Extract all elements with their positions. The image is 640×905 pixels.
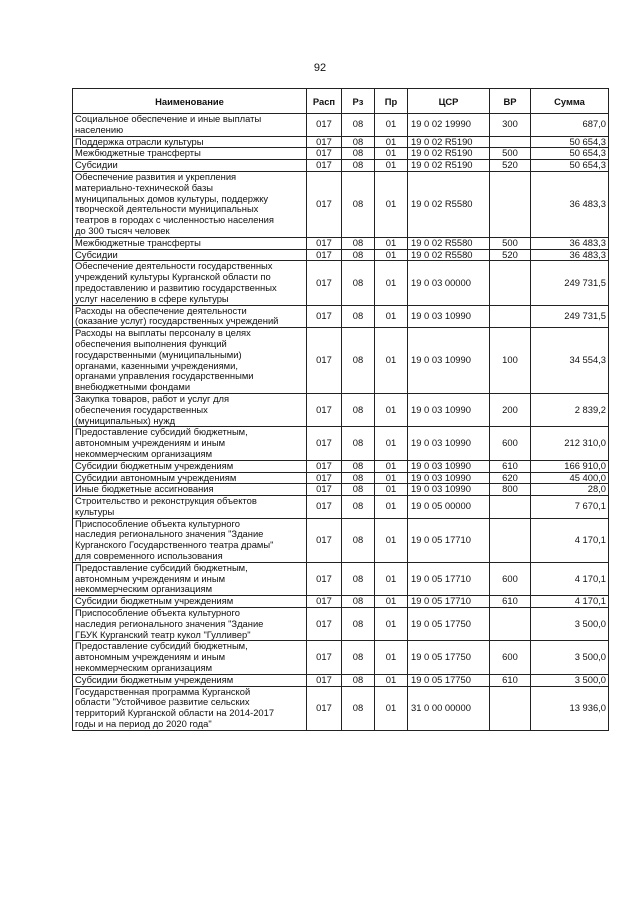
- cell-sum: 36 483,3: [531, 237, 609, 249]
- cell-rz: 08: [342, 261, 375, 305]
- cell-sum: 166 910,0: [531, 460, 609, 472]
- cell-sum: 249 731,5: [531, 261, 609, 305]
- cell-name: Субсидии бюджетным учреждениям: [73, 596, 307, 608]
- cell-rz: 08: [342, 472, 375, 484]
- cell-name: Предоставление субсидий бюджетным, автономным учреждениям и иным некоммерческим организациям: [73, 562, 307, 595]
- cell-rasp: 017: [307, 496, 342, 519]
- cell-rasp: 017: [307, 562, 342, 595]
- cell-pr: 01: [375, 686, 408, 730]
- cell-pr: 01: [375, 237, 408, 249]
- cell-pr: 01: [375, 114, 408, 137]
- cell-pr: 01: [375, 136, 408, 148]
- cell-pr: 01: [375, 249, 408, 261]
- cell-pr: 01: [375, 305, 408, 328]
- cell-rz: 08: [342, 496, 375, 519]
- cell-csr: 19 0 05 17710: [408, 596, 490, 608]
- page-number: 92: [313, 62, 327, 74]
- cell-csr: 19 0 03 10990: [408, 427, 490, 460]
- cell-rz: 08: [342, 484, 375, 496]
- cell-csr: 19 0 02 R5580: [408, 171, 490, 237]
- cell-vr: 600: [490, 427, 531, 460]
- cell-pr: 01: [375, 484, 408, 496]
- cell-rasp: 017: [307, 261, 342, 305]
- cell-rasp: 017: [307, 686, 342, 730]
- cell-name: Предоставление субсидий бюджетным, автономным учреждениям и иным некоммерческим организациям: [73, 427, 307, 460]
- cell-vr: [490, 608, 531, 641]
- cell-pr: 01: [375, 460, 408, 472]
- cell-name: Предоставление субсидий бюджетным, автономным учреждениям и иным некоммерческим организациям: [73, 641, 307, 674]
- header-name: Наименование: [73, 89, 307, 114]
- table-header-row: [73, 89, 609, 114]
- cell-vr: [490, 261, 531, 305]
- cell-sum: 45 400,0: [531, 472, 609, 484]
- table-row: [73, 136, 609, 148]
- cell-pr: 01: [375, 641, 408, 674]
- cell-name: Субсидии автономным учреждениям: [73, 472, 307, 484]
- cell-sum: 4 170,1: [531, 596, 609, 608]
- cell-rz: 08: [342, 596, 375, 608]
- cell-rasp: 017: [307, 136, 342, 148]
- cell-name: Государственная программа Курганской области "Устойчивое развитие сельских территорий Курганской области на 2014-2017 годы и на период до 2020 года": [73, 686, 307, 730]
- cell-vr: 800: [490, 484, 531, 496]
- table-row: [73, 393, 609, 426]
- cell-pr: 01: [375, 427, 408, 460]
- cell-name: Поддержка отрасли культуры: [73, 136, 307, 148]
- cell-name: Социальное обеспечение и иные выплаты населению: [73, 114, 307, 137]
- cell-vr: 500: [490, 237, 531, 249]
- cell-rz: 08: [342, 562, 375, 595]
- cell-vr: [490, 496, 531, 519]
- cell-sum: 36 483,3: [531, 171, 609, 237]
- cell-rz: 08: [342, 328, 375, 394]
- cell-pr: 01: [375, 171, 408, 237]
- cell-pr: 01: [375, 674, 408, 686]
- cell-vr: [490, 686, 531, 730]
- cell-pr: 01: [375, 393, 408, 426]
- cell-rasp: 017: [307, 160, 342, 172]
- cell-rasp: 017: [307, 171, 342, 237]
- cell-name: Обеспечение деятельности государственных учреждений культуры Курганской области по предоставлению и развитию государственных услуг населению в сфере культуры: [73, 261, 307, 305]
- table-row: [73, 641, 609, 674]
- cell-csr: 19 0 03 10990: [408, 472, 490, 484]
- cell-rasp: 017: [307, 328, 342, 394]
- cell-sum: 50 654,3: [531, 148, 609, 160]
- cell-name: Субсидии: [73, 160, 307, 172]
- cell-csr: 19 0 03 10990: [408, 460, 490, 472]
- cell-rz: 08: [342, 686, 375, 730]
- cell-rasp: 017: [307, 393, 342, 426]
- cell-csr: 19 0 02 R5190: [408, 136, 490, 148]
- table-row: [73, 460, 609, 472]
- cell-pr: 01: [375, 562, 408, 595]
- cell-rz: 08: [342, 518, 375, 562]
- cell-csr: 19 0 02 R5580: [408, 249, 490, 261]
- cell-rasp: 017: [307, 608, 342, 641]
- table-row: [73, 518, 609, 562]
- table-row: [73, 484, 609, 496]
- cell-name: Приспособление объекта культурного наследия регионального значения "Здание ГБУК Курганский театр кукол "Гулливер": [73, 608, 307, 641]
- table-row: [73, 496, 609, 519]
- table-row: [73, 328, 609, 394]
- cell-rasp: 017: [307, 484, 342, 496]
- cell-rz: 08: [342, 136, 375, 148]
- cell-csr: 19 0 05 00000: [408, 496, 490, 519]
- cell-rz: 08: [342, 148, 375, 160]
- header-csr: ЦСР: [408, 89, 490, 114]
- cell-sum: 50 654,3: [531, 136, 609, 148]
- cell-sum: 3 500,0: [531, 608, 609, 641]
- cell-vr: 520: [490, 160, 531, 172]
- cell-vr: 610: [490, 460, 531, 472]
- cell-csr: 19 0 03 10990: [408, 393, 490, 426]
- cell-vr: [490, 518, 531, 562]
- table-row: [73, 148, 609, 160]
- header-vr: ВР: [490, 89, 531, 114]
- header-rasp: Расп: [307, 89, 342, 114]
- table-row: [73, 237, 609, 249]
- cell-rasp: 017: [307, 305, 342, 328]
- cell-rasp: 017: [307, 472, 342, 484]
- cell-csr: 19 0 03 10990: [408, 484, 490, 496]
- cell-rz: 08: [342, 249, 375, 261]
- cell-sum: 3 500,0: [531, 641, 609, 674]
- table-row: [73, 608, 609, 641]
- cell-sum: 687,0: [531, 114, 609, 137]
- table-row: [73, 427, 609, 460]
- cell-csr: 19 0 03 00000: [408, 261, 490, 305]
- cell-vr: 610: [490, 674, 531, 686]
- cell-sum: 34 554,3: [531, 328, 609, 394]
- cell-rz: 08: [342, 160, 375, 172]
- cell-name: Приспособление объекта культурного наследия регионального значения "Здание Курганского Государственного театра драмы" для современного использования: [73, 518, 307, 562]
- table-row: [73, 114, 609, 137]
- cell-name: Субсидии бюджетным учреждениям: [73, 674, 307, 686]
- cell-pr: 01: [375, 518, 408, 562]
- table-row: [73, 686, 609, 730]
- cell-csr: 19 0 05 17750: [408, 641, 490, 674]
- cell-sum: 7 670,1: [531, 496, 609, 519]
- cell-csr: 19 0 03 10990: [408, 328, 490, 394]
- cell-rasp: 017: [307, 427, 342, 460]
- cell-vr: 600: [490, 641, 531, 674]
- cell-pr: 01: [375, 261, 408, 305]
- header-pr: Пр: [375, 89, 408, 114]
- cell-pr: 01: [375, 328, 408, 394]
- cell-name: Строительство и реконструкция объектов культуры: [73, 496, 307, 519]
- cell-rasp: 017: [307, 249, 342, 261]
- cell-rz: 08: [342, 608, 375, 641]
- cell-rz: 08: [342, 114, 375, 137]
- cell-sum: 13 936,0: [531, 686, 609, 730]
- cell-vr: 500: [490, 148, 531, 160]
- cell-vr: [490, 136, 531, 148]
- cell-rasp: 017: [307, 596, 342, 608]
- table-row: [73, 249, 609, 261]
- cell-rz: 08: [342, 393, 375, 426]
- cell-csr: 19 0 05 17710: [408, 562, 490, 595]
- cell-pr: 01: [375, 148, 408, 160]
- cell-rasp: 017: [307, 237, 342, 249]
- cell-rz: 08: [342, 237, 375, 249]
- cell-csr: 19 0 02 R5190: [408, 160, 490, 172]
- cell-sum: 50 654,3: [531, 160, 609, 172]
- cell-pr: 01: [375, 496, 408, 519]
- cell-vr: 600: [490, 562, 531, 595]
- table-row: [73, 171, 609, 237]
- cell-vr: 620: [490, 472, 531, 484]
- cell-sum: 4 170,1: [531, 518, 609, 562]
- table-row: [73, 160, 609, 172]
- table-row: [73, 562, 609, 595]
- cell-pr: 01: [375, 160, 408, 172]
- cell-rz: 08: [342, 305, 375, 328]
- cell-name: Закупка товаров, работ и услуг для обеспечения государственных (муниципальных) нужд: [73, 393, 307, 426]
- cell-name: Межбюджетные трансферты: [73, 148, 307, 160]
- cell-csr: 19 0 02 19990: [408, 114, 490, 137]
- cell-rasp: 017: [307, 674, 342, 686]
- cell-sum: 249 731,5: [531, 305, 609, 328]
- cell-sum: 4 170,1: [531, 562, 609, 595]
- table-row: [73, 472, 609, 484]
- cell-rasp: 017: [307, 460, 342, 472]
- cell-pr: 01: [375, 596, 408, 608]
- cell-vr: 300: [490, 114, 531, 137]
- cell-rasp: 017: [307, 641, 342, 674]
- cell-sum: 36 483,3: [531, 249, 609, 261]
- cell-rz: 08: [342, 427, 375, 460]
- cell-name: Субсидии бюджетным учреждениям: [73, 460, 307, 472]
- cell-vr: 610: [490, 596, 531, 608]
- cell-name: Расходы на обеспечение деятельности (оказание услуг) государственных учреждений: [73, 305, 307, 328]
- cell-sum: 3 500,0: [531, 674, 609, 686]
- cell-vr: 520: [490, 249, 531, 261]
- cell-pr: 01: [375, 472, 408, 484]
- cell-name: Межбюджетные трансферты: [73, 237, 307, 249]
- table-row: [73, 596, 609, 608]
- cell-csr: 19 0 02 R5580: [408, 237, 490, 249]
- cell-sum: 212 310,0: [531, 427, 609, 460]
- cell-csr: 31 0 00 00000: [408, 686, 490, 730]
- cell-sum: 28,0: [531, 484, 609, 496]
- cell-rasp: 017: [307, 114, 342, 137]
- table-row: [73, 674, 609, 686]
- cell-rasp: 017: [307, 518, 342, 562]
- cell-rz: 08: [342, 641, 375, 674]
- cell-csr: 19 0 05 17710: [408, 518, 490, 562]
- cell-csr: 19 0 05 17750: [408, 608, 490, 641]
- cell-name: Обеспечение развития и укрепления материально-технической базы муниципальных домов культуры, поддержку творческой деятельности муниципальных театров в городах с численностью населения до 300 тысяч человек: [73, 171, 307, 237]
- cell-name: Иные бюджетные ассигнования: [73, 484, 307, 496]
- budget-table: [72, 88, 609, 731]
- cell-csr: 19 0 02 R5190: [408, 148, 490, 160]
- header-rz: Рз: [342, 89, 375, 114]
- cell-rz: 08: [342, 460, 375, 472]
- cell-vr: 100: [490, 328, 531, 394]
- table-row: [73, 305, 609, 328]
- cell-name: Субсидии: [73, 249, 307, 261]
- header-sum: Сумма: [531, 89, 609, 114]
- cell-sum: 2 839,2: [531, 393, 609, 426]
- cell-vr: [490, 171, 531, 237]
- cell-rz: 08: [342, 171, 375, 237]
- cell-rasp: 017: [307, 148, 342, 160]
- cell-pr: 01: [375, 608, 408, 641]
- table-row: [73, 261, 609, 305]
- cell-vr: [490, 305, 531, 328]
- cell-csr: 19 0 05 17750: [408, 674, 490, 686]
- cell-vr: 200: [490, 393, 531, 426]
- cell-rz: 08: [342, 674, 375, 686]
- cell-csr: 19 0 03 10990: [408, 305, 490, 328]
- cell-name: Расходы на выплаты персоналу в целях обеспечения выполнения функций государственными (муниципальными) органами, казенными учреждениями, органами управления государственными внебюджетными фондами: [73, 328, 307, 394]
